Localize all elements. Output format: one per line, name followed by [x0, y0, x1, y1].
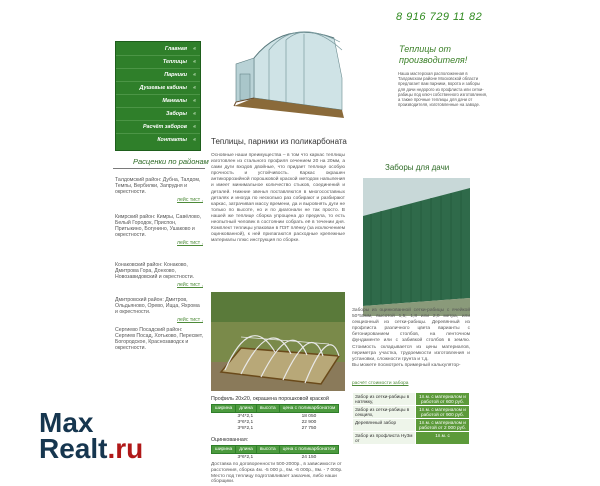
more-link[interactable]: лейс тист , — [177, 240, 203, 246]
more-link[interactable]: лейс тист , — [177, 282, 203, 288]
nav-item-contacts[interactable]: Контакты « — [116, 134, 200, 147]
chevron-left-icon: « — [193, 46, 196, 52]
chevron-left-icon: « — [193, 124, 196, 130]
main-nav — [115, 41, 201, 151]
table-row: Забор из сетки-рабицы в натяжку, 1п.м. с материалом и работой от 600 руб. — [353, 393, 470, 406]
region-block: Кимрский район: Кимры, Савёлово, Белый Городок, Приспон, Притыкино, Богунино, Ушаково и окрестности. лейс тист , — [115, 214, 203, 246]
region-block: Дмитровский район: Дмитров, Ольдьяново, Орево, Ицца, Яхрома и окрестности. лейс тист , — [115, 297, 203, 323]
watermark-logo: Max Realt.ru — [39, 407, 144, 464]
tagline: Теплицы от производителя! — [399, 44, 468, 65]
delivery-text: Доставка по договоренности 500-2000р., в зависимости от расстояния, сборка 4м. -5 000 р., 6м. -6 000р., 8м. - 7 000р. Место под теплицу подготавливает заказчик, либо наши сборщики. — [211, 462, 343, 485]
table-row: 3*8*2,1 27 750 — [237, 425, 317, 431]
col-length: длина — [236, 405, 257, 413]
col-height: высота — [256, 446, 279, 454]
col-price: цена с поликарбонатом — [279, 405, 339, 413]
chevron-left-icon: « — [193, 98, 196, 104]
more-link[interactable]: лейс тист , — [177, 197, 203, 203]
nav-item-greenhouses[interactable]: Теплицы « — [116, 56, 200, 69]
intro-text: Наша мастерская расположенная в Талдомском районе Московской области предлагает вам парники, ворота и заборы для дачи недорого из профлистa или сетки-рабицы под ключ собственного изготовления, а также прочные теплицы для дачи от производителя, изготовленные на заводе. — [398, 71, 488, 108]
nav-item-hotbeds[interactable]: Парники « — [116, 69, 200, 82]
region-block: Сергиево Посадский район: Сергиев Посад, Хотьково, Пересвет, Богородское, Краснозаводск и окрестности. — [115, 327, 203, 351]
fence-price-table — [352, 392, 470, 445]
col-width: ширина — [212, 446, 236, 454]
main-paragraph: Основные наши преимущества – в том что каркас теплицы изготовлен из стального профиля сечением 20 на 20мм, а сами дуги входов двойные, что придает теплице особую прочность и устойчивость. Каркас окрашен антикоррозийной порошковой краской методом напыления и имеет минимальное количество стыков, соединений и деталей. Нижние звенья поставляются в многосоставных деталях и иногда по несколько раз собирают и разбирают каркас, затрачивая массу времени, да и выровнять дуги не только по высоте, но и по диагонали не так просто. В нашей же теплице сборка упрощена до предела, то есть неопытный человек в состоянии собрать её в течении дня. Комплект теплицы упакован в ПЭТ плёнку (за исключением оцинкованной), к ней прилагаются расходные крепежные материалы плюс инструкция по сборке. — [211, 153, 345, 244]
fence-heading: Заборы для дачи — [385, 163, 450, 172]
phone-number: 8 916 729 11 82 — [396, 11, 483, 23]
page-title: Теплицы, парники из поликарбоната — [211, 137, 347, 146]
chevron-left-icon: « — [193, 85, 196, 91]
col-price: цена с поликарбонатом — [279, 446, 339, 454]
greenhouse-frame-photo — [211, 292, 345, 391]
price-table-galvanized — [211, 445, 339, 460]
region-block: Талдомский район: Дубна, Талдом, Темпы, Вербилки, Запрудня и окрестности. лейс тист , — [115, 177, 203, 203]
col-height: высота — [256, 405, 279, 413]
fence-calc-link[interactable]: расчёт стоимости забора — [352, 381, 409, 386]
divider — [113, 168, 205, 169]
chevron-left-icon: « — [193, 137, 196, 143]
more-link[interactable]: лейс тист , — [177, 317, 203, 323]
fence-paragraph: Заборы из оцинкованной сетки-рабицы с ячейкой 50*50мм, высотой 1,5; 1,8 или 2,0 метра, или секционный из сетки-рабицы. Деревянный из профлиста различного цвета варианты с бетонированием столбов, на ленточном фундаменте или с забивкой столбов в землю. Стоимость складывается из цены материалов, периметра участка, трудоемкости изготовления и установки, сложности грунта и т.д. Вы можете посмотреть примерный калькулятор- — [352, 308, 470, 368]
galvanized-label: Оцинкованная: — [211, 437, 249, 443]
prices-heading: Расценки по районам — [133, 157, 209, 166]
table-row: 3*4*2,1 18 050 — [237, 413, 317, 419]
nav-item-grills[interactable]: Мангалы « — [116, 95, 200, 108]
table-row: 3*6*2,1 22 900 — [237, 419, 317, 425]
fence-photo — [363, 178, 470, 316]
price-table-painted — [211, 404, 339, 431]
nav-item-home[interactable]: Главная « — [116, 43, 200, 56]
table-caption: Профиль 20х20, окрашена порошковой краской — [211, 396, 329, 402]
nav-item-fence-calc[interactable]: Расчёт заборов « — [116, 121, 200, 134]
col-width: ширина — [212, 405, 236, 413]
chevron-left-icon: « — [193, 111, 196, 117]
greenhouse-photo — [224, 18, 362, 126]
chevron-left-icon: « — [193, 72, 196, 78]
nav-item-showers[interactable]: Душевые кабины « — [116, 82, 200, 95]
table-row: Забор из сетки-рабицы в секциях, 1п.м. с материалом и работой от 900 руб. — [353, 406, 470, 419]
table-row: 3*6*2,1 24 150 — [237, 454, 317, 460]
col-length: длина — [236, 446, 257, 454]
table-row: Забор из профлиста Ну3м от 1п.м. с — [353, 432, 470, 445]
table-row: Деревянный забор 1п.м. с материалом и работой от 2 000 руб. — [353, 419, 470, 432]
region-block: Конаковский район: Конаково, Дмитрова Гора, Донхово, Новозавидовский и окрестности. лейс тист , — [115, 262, 203, 288]
chevron-left-icon: « — [193, 59, 196, 65]
nav-item-fences[interactable]: Заборы « — [116, 108, 200, 121]
